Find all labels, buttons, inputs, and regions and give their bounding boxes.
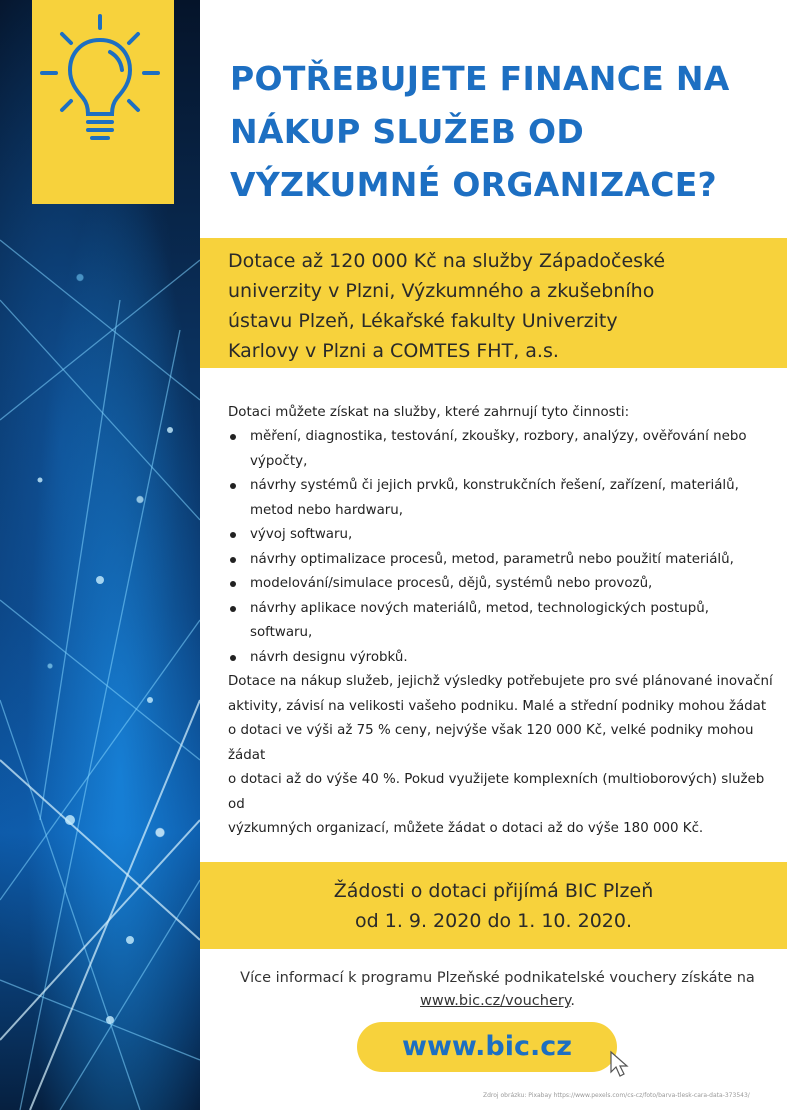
subsidy-line: Karlovy v Plzni a COMTES FHT, a.s. [228,340,559,362]
deadline-text [200,876,787,936]
website-button[interactable]: www.bic.cz [357,1022,617,1072]
conditions-line: o dotaci až do výše 40 %. Pokud využijete komplexních (multioborových) služeb od [228,772,765,812]
title-line: POTŘEBUJETE FINANCE NA [230,59,730,98]
list-item: návrhy optimalizace procesů, metod, parametrů nebo použití materiálů, [228,548,773,573]
conditions-line: aktivity, závisí na velikosti vašeho podniku. Malé a střední podniky mohou žádat [228,698,767,714]
conditions-line: výzkumných organizací, můžete žádat o dotaci až do výše 180 000 Kč. [228,821,704,836]
vouchery-link[interactable]: www.bic.cz/vouchery [420,993,571,1009]
subsidy-line: univerzity v Plzni, Výzkumného a zkušebního [228,280,655,302]
subsidy-banner [200,238,787,368]
services-list [228,425,773,670]
services-intro: Dotaci můžete získat na služby, které zahrnují tyto činnosti: [228,405,630,420]
deadline-line: od 1. 9. 2020 do 1. 10. 2020. [355,910,632,932]
conditions-line: o dotaci ve výši až 75 % ceny, nejvýše však 120 000 Kč, velké podniky mohou žádat [228,723,754,763]
more-info-suffix: . [570,993,575,1009]
deadline-banner [200,862,787,949]
page-title [230,52,775,211]
subsidy-line: Dotace až 120 000 Kč na služby Západočeské [228,250,666,272]
conditions-line: Dotace na nákup služeb, jejichž výsledky potřebujete pro své plánované inovační [228,674,773,689]
title-line: NÁKUP SLUŽEB OD [230,112,585,151]
more-info [220,967,775,1013]
subsidy-text [228,246,773,366]
list-item: návrhy systémů či jejich prvků, konstrukčních řešení, zařízení, materiálů, metod nebo hardwaru, [228,474,773,523]
list-item: návrhy aplikace nových materiálů, metod, technologických postupů, softwaru, [228,597,773,646]
list-item: modelování/simulace procesů, dějů, systémů nebo provozů, [228,572,773,597]
list-item: návrh designu výrobků. [228,646,773,671]
list-item: vývoj softwaru, [228,523,773,548]
deadline-line: Žádosti o dotaci přijímá BIC Plzeň [333,880,654,902]
lightbulb-panel [32,0,174,204]
title-line: VÝZKUMNÉ ORGANIZACE? [230,165,717,204]
subsidy-line: ústavu Plzeň, Lékařské fakulty Univerzity [228,310,618,332]
list-item: měření, diagnostika, testování, zkoušky, rozbory, analýzy, ověřování nebo výpočty, [228,425,773,474]
more-info-text: Více informací k programu Plzeňské podnikatelské vouchery získáte na [240,970,755,986]
pointer-cursor-icon [608,1050,632,1078]
image-credit: Zdroj obrázku: Pixabay https://www.pexels.com/cs-cz/foto/barva-tlesk-cara-data-373543/ [483,1092,750,1099]
lightbulb-icon [32,0,174,204]
conditions-paragraph [228,670,773,842]
